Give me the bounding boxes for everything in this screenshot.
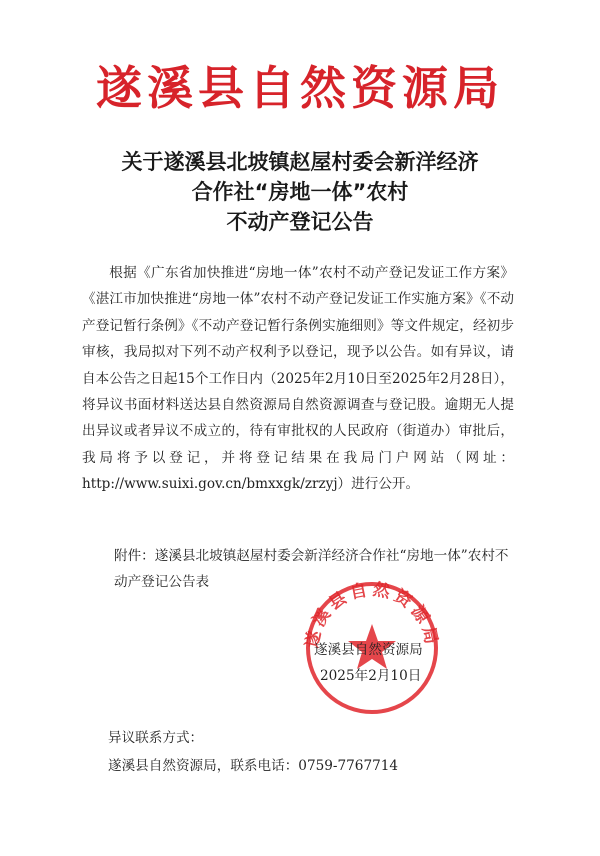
signature-date: 2025年2月10日 bbox=[320, 668, 422, 684]
seal-text: 遂溪县自然资源局 bbox=[302, 579, 442, 650]
contact-block bbox=[108, 724, 528, 780]
body-paragraph: 根据《广东省加快推进“房地一体”农村不动产登记发证工作方案》《湛江市加快推进“房地一体”农村不动产登记发证工作实施方案》《不动产登记暂行条例》《不动产登记暂行条例实施细则》等文件规定，经初步审核，我局拟对下列不动产权利予以登记，现予以公告。如有异议，请自本公告之日起15个工作日内（2025年2月10日至2025年2月28日），将异议书面材料送达县自然资源局自然资源调查与登记股。逾期无人提出异议或者异议不成立的，待有审批权的人民政府（街道办）审批后，我局将予以登记，并将登记结果在我局门户网站（网址：http://www.suixi.gov.cn/bmxxgk/zrzyj）进行公开。 bbox=[82, 265, 514, 493]
attachment-note: 附件：遂溪县北坡镇赵屋村委会新洋经济合作社“房地一体”农村不动产登记公告表 bbox=[114, 548, 509, 590]
document-title-line-1: 关于遂溪县北坡镇赵屋村委会新洋经济 bbox=[121, 150, 479, 174]
signature-org: 遂溪县自然资源局 bbox=[314, 642, 423, 658]
announcement-body bbox=[82, 260, 514, 498]
document-title-line-2: 合作社“房地一体”农村 bbox=[191, 180, 409, 204]
contact-line: 遂溪县自然资源局，联系电话：0759-7767714 bbox=[108, 758, 399, 774]
document-title-line-3: 不动产登记公告 bbox=[226, 210, 374, 234]
org-header-title: 遂溪县自然资源局 bbox=[96, 61, 504, 115]
signature-block bbox=[314, 637, 454, 689]
contact-label: 异议联系方式： bbox=[108, 730, 204, 746]
